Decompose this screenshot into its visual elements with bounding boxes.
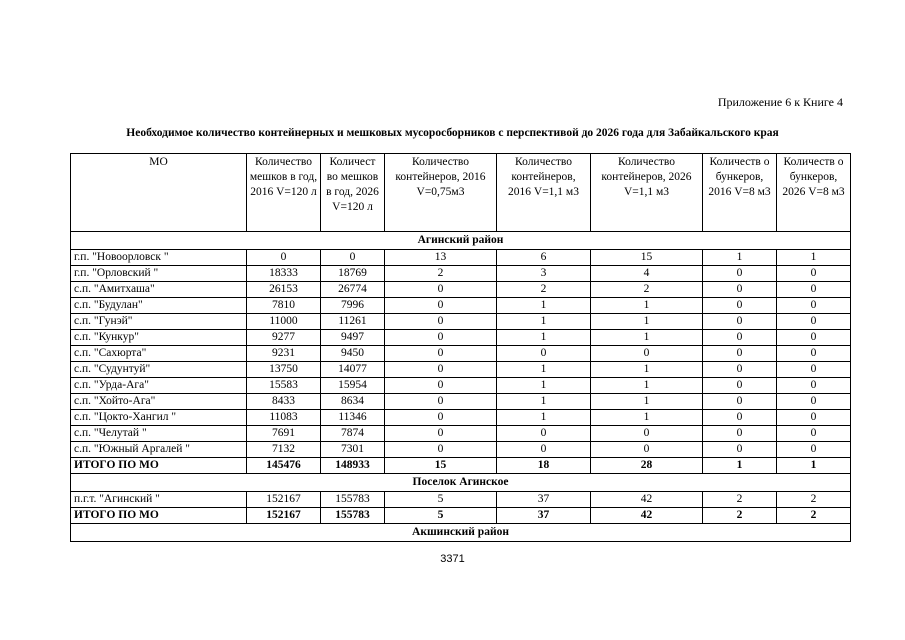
value-cell: 1 — [497, 394, 591, 410]
value-cell: 1 — [703, 458, 777, 474]
value-cell: 1 — [777, 458, 851, 474]
value-cell: 3 — [497, 266, 591, 282]
value-cell: 0 — [497, 346, 591, 362]
section-title: Агинский район — [71, 232, 851, 250]
value-cell: 0 — [591, 442, 703, 458]
col-header-bags-2016: Количество мешков в год, 2016 V=120 л — [247, 154, 321, 232]
value-cell: 1 — [497, 378, 591, 394]
value-cell: 8634 — [321, 394, 385, 410]
table-row — [71, 250, 851, 266]
row-label-cell: с.п. "Урда-Ага" — [71, 378, 247, 394]
value-cell: 0 — [385, 346, 497, 362]
value-cell: 0 — [777, 442, 851, 458]
value-cell: 13750 — [247, 362, 321, 378]
col-header-bunkers-2026: Количеств о бункеров, 2026 V=8 м3 — [777, 154, 851, 232]
value-cell: 155783 — [321, 492, 385, 508]
value-cell: 2 — [497, 282, 591, 298]
value-cell: 0 — [385, 378, 497, 394]
value-cell: 18769 — [321, 266, 385, 282]
value-cell: 42 — [591, 508, 703, 524]
value-cell: 0 — [703, 298, 777, 314]
value-cell: 0 — [703, 282, 777, 298]
value-cell: 18 — [497, 458, 591, 474]
value-cell: 0 — [703, 410, 777, 426]
document-title: Необходимое количество контейнерных и мешковых мусоросборников с перспективой до 2026 года для Забайкальского края — [126, 127, 779, 139]
row-label-cell: г.п. "Новоорловск " — [71, 250, 247, 266]
value-cell: 0 — [777, 266, 851, 282]
value-cell: 0 — [703, 442, 777, 458]
value-cell: 0 — [497, 426, 591, 442]
value-cell: 2 — [385, 266, 497, 282]
value-cell: 1 — [591, 298, 703, 314]
value-cell: 0 — [497, 442, 591, 458]
containers-table — [70, 153, 851, 542]
value-cell: 1 — [497, 362, 591, 378]
value-cell: 42 — [591, 492, 703, 508]
row-label-cell: с.п. "Южный Аргалей " — [71, 442, 247, 458]
value-cell: 2 — [703, 492, 777, 508]
section-title: Поселок Агинское — [71, 474, 851, 492]
value-cell: 7874 — [321, 426, 385, 442]
value-cell: 37 — [497, 508, 591, 524]
value-cell: 0 — [385, 410, 497, 426]
row-label-cell: с.п. "Судунтуй" — [71, 362, 247, 378]
total-row — [71, 508, 851, 524]
table-row — [71, 394, 851, 410]
value-cell: 0 — [703, 394, 777, 410]
value-cell: 0 — [321, 250, 385, 266]
value-cell: 1 — [497, 410, 591, 426]
value-cell: 18333 — [247, 266, 321, 282]
col-header-bags-2026: Количест во мешков в год, 2026 V=120 л — [321, 154, 385, 232]
value-cell: 0 — [385, 314, 497, 330]
value-cell: 14077 — [321, 362, 385, 378]
value-cell: 28 — [591, 458, 703, 474]
table-row — [71, 266, 851, 282]
value-cell: 1 — [497, 314, 591, 330]
row-label-cell: с.п. "Гунэй" — [71, 314, 247, 330]
col-header-mo: МО — [71, 154, 247, 232]
value-cell: 4 — [591, 266, 703, 282]
row-label-cell: с.п. "Челутай " — [71, 426, 247, 442]
section-header-row — [71, 524, 851, 542]
value-cell: 148933 — [321, 458, 385, 474]
value-cell: 7132 — [247, 442, 321, 458]
value-cell: 0 — [385, 426, 497, 442]
value-cell: 7810 — [247, 298, 321, 314]
value-cell: 0 — [591, 346, 703, 362]
value-cell: 2 — [777, 508, 851, 524]
value-cell: 11346 — [321, 410, 385, 426]
table-row — [71, 330, 851, 346]
value-cell: 0 — [385, 282, 497, 298]
value-cell: 0 — [703, 266, 777, 282]
row-label-cell: с.п. "Амитхаша" — [71, 282, 247, 298]
value-cell: 15583 — [247, 378, 321, 394]
value-cell: 11000 — [247, 314, 321, 330]
value-cell: 0 — [385, 442, 497, 458]
table-row — [71, 378, 851, 394]
value-cell: 5 — [385, 492, 497, 508]
value-cell: 1 — [591, 378, 703, 394]
value-cell: 0 — [385, 330, 497, 346]
value-cell: 1 — [591, 362, 703, 378]
value-cell: 6 — [497, 250, 591, 266]
value-cell: 0 — [703, 362, 777, 378]
row-label-cell: ИТОГО ПО МО — [71, 458, 247, 474]
value-cell: 0 — [777, 394, 851, 410]
value-cell: 0 — [777, 362, 851, 378]
row-label-cell: с.п. "Будулан" — [71, 298, 247, 314]
value-cell: 155783 — [321, 508, 385, 524]
value-cell: 0 — [703, 330, 777, 346]
row-label-cell: с.п. "Хойто-Ага" — [71, 394, 247, 410]
col-header-containers-11-2026: Количество контейнеров, 2026 V=1,1 м3 — [591, 154, 703, 232]
value-cell: 0 — [777, 346, 851, 362]
table-row — [71, 346, 851, 362]
value-cell: 0 — [777, 330, 851, 346]
value-cell: 0 — [385, 394, 497, 410]
table-row — [71, 298, 851, 314]
table-row — [71, 314, 851, 330]
value-cell: 0 — [247, 250, 321, 266]
page-number: 3371 — [440, 553, 465, 565]
value-cell: 0 — [777, 378, 851, 394]
row-label-cell: с.п. "Цокто-Хангил " — [71, 410, 247, 426]
row-label-cell: г.п. "Орловский " — [71, 266, 247, 282]
value-cell: 0 — [703, 346, 777, 362]
value-cell: 0 — [777, 298, 851, 314]
value-cell: 9277 — [247, 330, 321, 346]
value-cell: 7996 — [321, 298, 385, 314]
value-cell: 0 — [777, 282, 851, 298]
value-cell: 2 — [777, 492, 851, 508]
row-label-cell: ИТОГО ПО МО — [71, 508, 247, 524]
value-cell: 0 — [385, 298, 497, 314]
value-cell: 13 — [385, 250, 497, 266]
table-row — [71, 492, 851, 508]
value-cell: 7301 — [321, 442, 385, 458]
value-cell: 0 — [591, 426, 703, 442]
section-title: Акшинский район — [71, 524, 851, 542]
value-cell: 37 — [497, 492, 591, 508]
value-cell: 11083 — [247, 410, 321, 426]
value-cell: 2 — [703, 508, 777, 524]
value-cell: 9450 — [321, 346, 385, 362]
value-cell: 0 — [777, 426, 851, 442]
value-cell: 1 — [591, 314, 703, 330]
value-cell: 0 — [385, 362, 497, 378]
value-cell: 1 — [777, 250, 851, 266]
value-cell: 1 — [497, 298, 591, 314]
value-cell: 1 — [591, 410, 703, 426]
row-label-cell: п.г.т. "Агинский " — [71, 492, 247, 508]
value-cell: 1 — [591, 330, 703, 346]
value-cell: 0 — [703, 314, 777, 330]
table-row — [71, 282, 851, 298]
value-cell: 145476 — [247, 458, 321, 474]
appendix-label: Приложение 6 к Книге 4 — [717, 95, 843, 109]
header-row — [71, 154, 851, 232]
table-row — [71, 362, 851, 378]
value-cell: 11261 — [321, 314, 385, 330]
total-row — [71, 458, 851, 474]
value-cell: 0 — [777, 314, 851, 330]
value-cell: 26774 — [321, 282, 385, 298]
value-cell: 8433 — [247, 394, 321, 410]
section-header-row — [71, 232, 851, 250]
section-header-row — [71, 474, 851, 492]
value-cell: 7691 — [247, 426, 321, 442]
value-cell: 152167 — [247, 492, 321, 508]
value-cell: 2 — [591, 282, 703, 298]
value-cell: 15 — [591, 250, 703, 266]
value-cell: 1 — [497, 330, 591, 346]
value-cell: 5 — [385, 508, 497, 524]
value-cell: 15 — [385, 458, 497, 474]
table-row — [71, 442, 851, 458]
col-header-bunkers-2016: Количеств о бункеров, 2016 V=8 м3 — [703, 154, 777, 232]
value-cell: 26153 — [247, 282, 321, 298]
value-cell: 1 — [703, 250, 777, 266]
value-cell: 152167 — [247, 508, 321, 524]
value-cell: 9497 — [321, 330, 385, 346]
table-row — [71, 426, 851, 442]
value-cell: 0 — [703, 378, 777, 394]
value-cell: 0 — [703, 426, 777, 442]
row-label-cell: с.п. "Кункур" — [71, 330, 247, 346]
value-cell: 15954 — [321, 378, 385, 394]
col-header-containers-11-2016: Количество контейнеров, 2016 V=1,1 м3 — [497, 154, 591, 232]
value-cell: 9231 — [247, 346, 321, 362]
row-label-cell: с.п. "Сахюрта" — [71, 346, 247, 362]
value-cell: 1 — [591, 394, 703, 410]
table-row — [71, 410, 851, 426]
value-cell: 0 — [777, 410, 851, 426]
col-header-containers-075-2016: Количество контейнеров, 2016 V=0,75м3 — [385, 154, 497, 232]
